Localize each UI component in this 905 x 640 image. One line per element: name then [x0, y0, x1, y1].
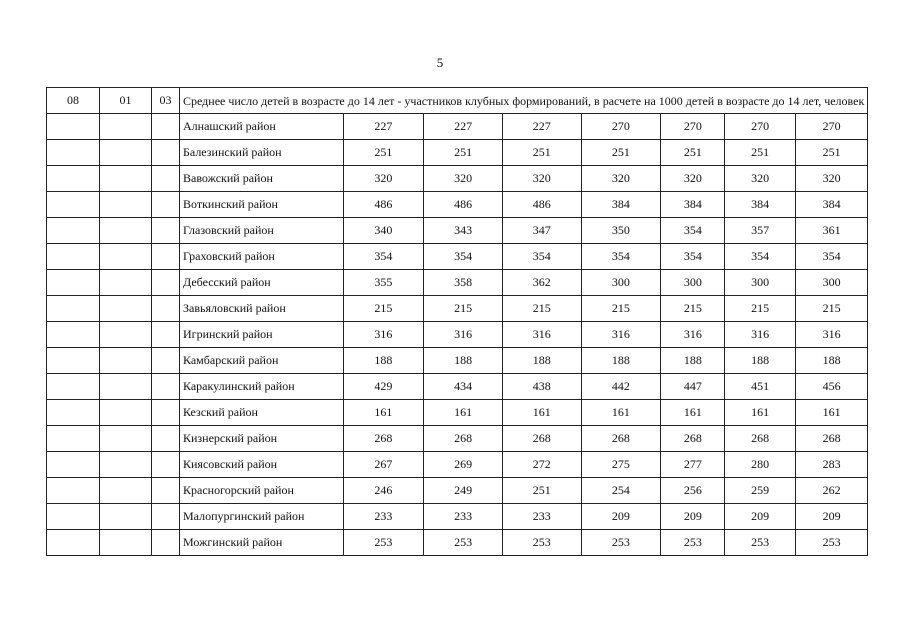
value-cell: 262 [795, 478, 868, 504]
value-cell: 161 [502, 400, 581, 426]
empty-code-cell [152, 530, 180, 556]
district-name: Алнашский район [180, 114, 344, 140]
empty-code-cell [152, 244, 180, 270]
district-name: Глазовский район [180, 218, 344, 244]
table-row [47, 296, 868, 322]
empty-code-cell [152, 192, 180, 218]
empty-code-cell [100, 452, 152, 478]
value-cell: 215 [424, 296, 503, 322]
empty-code-cell [100, 400, 152, 426]
value-cell: 227 [343, 114, 424, 140]
table-row [47, 348, 868, 374]
empty-code-cell [100, 322, 152, 348]
value-cell: 442 [581, 374, 661, 400]
value-cell: 354 [343, 244, 424, 270]
empty-code-cell [152, 296, 180, 322]
value-cell: 354 [581, 244, 661, 270]
value-cell: 357 [725, 218, 795, 244]
table-row [47, 166, 868, 192]
value-cell: 343 [424, 218, 503, 244]
value-cell: 486 [343, 192, 424, 218]
empty-code-cell [47, 114, 100, 140]
value-cell: 300 [795, 270, 868, 296]
value-cell: 316 [424, 322, 503, 348]
empty-code-cell [47, 348, 100, 374]
empty-code-cell [47, 192, 100, 218]
value-cell: 161 [661, 400, 725, 426]
empty-code-cell [152, 348, 180, 374]
value-cell: 270 [795, 114, 868, 140]
value-cell: 451 [725, 374, 795, 400]
district-name: Игринский район [180, 322, 344, 348]
table-row [47, 270, 868, 296]
empty-code-cell [100, 270, 152, 296]
value-cell: 251 [725, 140, 795, 166]
district-name: Вавожский район [180, 166, 344, 192]
value-cell: 354 [661, 244, 725, 270]
district-name: Каракулинский район [180, 374, 344, 400]
table-row [47, 426, 868, 452]
value-cell: 283 [795, 452, 868, 478]
table-row [47, 530, 868, 556]
value-cell: 227 [502, 114, 581, 140]
empty-code-cell [100, 426, 152, 452]
empty-code-cell [100, 530, 152, 556]
value-cell: 350 [581, 218, 661, 244]
value-cell: 320 [581, 166, 661, 192]
value-cell: 354 [661, 218, 725, 244]
district-name: Малопургинский район [180, 504, 344, 530]
empty-code-cell [47, 140, 100, 166]
empty-code-cell [152, 504, 180, 530]
value-cell: 300 [661, 270, 725, 296]
value-cell: 447 [661, 374, 725, 400]
value-cell: 354 [502, 244, 581, 270]
empty-code-cell [47, 270, 100, 296]
indicator-table [46, 87, 868, 556]
district-name: Киясовский район [180, 452, 344, 478]
value-cell: 384 [661, 192, 725, 218]
value-cell: 320 [502, 166, 581, 192]
table-row [47, 452, 868, 478]
header-row [47, 88, 868, 114]
value-cell: 355 [343, 270, 424, 296]
value-cell: 251 [502, 140, 581, 166]
district-name: Кезский район [180, 400, 344, 426]
value-cell: 161 [725, 400, 795, 426]
value-cell: 354 [424, 244, 503, 270]
value-cell: 429 [343, 374, 424, 400]
value-cell: 316 [343, 322, 424, 348]
value-cell: 267 [343, 452, 424, 478]
table-row [47, 374, 868, 400]
empty-code-cell [100, 114, 152, 140]
table-row [47, 322, 868, 348]
page-number: 5 [436, 55, 444, 70]
empty-code-cell [100, 374, 152, 400]
value-cell: 188 [661, 348, 725, 374]
empty-code-cell [47, 218, 100, 244]
empty-code-cell [100, 296, 152, 322]
empty-code-cell [47, 244, 100, 270]
table-row [47, 244, 868, 270]
district-name: Красногорский район [180, 478, 344, 504]
empty-code-cell [47, 296, 100, 322]
value-cell: 268 [581, 426, 661, 452]
empty-code-cell [152, 270, 180, 296]
value-cell: 188 [424, 348, 503, 374]
value-cell: 215 [343, 296, 424, 322]
value-cell: 233 [424, 504, 503, 530]
empty-code-cell [100, 192, 152, 218]
district-name: Камбарский район [180, 348, 344, 374]
empty-code-cell [100, 504, 152, 530]
empty-code-cell [100, 348, 152, 374]
value-cell: 316 [725, 322, 795, 348]
value-cell: 161 [424, 400, 503, 426]
value-cell: 361 [795, 218, 868, 244]
district-name: Балезинский район [180, 140, 344, 166]
value-cell: 188 [795, 348, 868, 374]
value-cell: 384 [795, 192, 868, 218]
value-cell: 456 [795, 374, 868, 400]
value-cell: 249 [424, 478, 503, 504]
value-cell: 300 [725, 270, 795, 296]
value-cell: 270 [661, 114, 725, 140]
table-row [47, 114, 868, 140]
district-name: Дебесский район [180, 270, 344, 296]
empty-code-cell [47, 166, 100, 192]
value-cell: 161 [795, 400, 868, 426]
table-row [47, 478, 868, 504]
empty-code-cell [47, 452, 100, 478]
empty-code-cell [152, 218, 180, 244]
value-cell: 253 [795, 530, 868, 556]
value-cell: 268 [725, 426, 795, 452]
subsection-code: 01 [100, 88, 152, 114]
value-cell: 434 [424, 374, 503, 400]
value-cell: 215 [581, 296, 661, 322]
district-name: Можгинский район [180, 530, 344, 556]
empty-code-cell [152, 140, 180, 166]
value-cell: 215 [502, 296, 581, 322]
empty-code-cell [100, 140, 152, 166]
value-cell: 215 [725, 296, 795, 322]
value-cell: 259 [725, 478, 795, 504]
empty-code-cell [47, 322, 100, 348]
district-name: Граховский район [180, 244, 344, 270]
value-cell: 233 [343, 504, 424, 530]
empty-code-cell [152, 452, 180, 478]
value-cell: 347 [502, 218, 581, 244]
value-cell: 268 [424, 426, 503, 452]
value-cell: 188 [502, 348, 581, 374]
value-cell: 256 [661, 478, 725, 504]
section-code: 08 [47, 88, 100, 114]
value-cell: 280 [725, 452, 795, 478]
value-cell: 188 [725, 348, 795, 374]
district-name: Кизнерский район [180, 426, 344, 452]
empty-code-cell [152, 374, 180, 400]
value-cell: 270 [581, 114, 661, 140]
value-cell: 316 [581, 322, 661, 348]
value-cell: 253 [424, 530, 503, 556]
value-cell: 209 [725, 504, 795, 530]
empty-code-cell [47, 426, 100, 452]
table-row [47, 400, 868, 426]
value-cell: 251 [795, 140, 868, 166]
item-code: 03 [152, 88, 180, 114]
value-cell: 320 [424, 166, 503, 192]
empty-code-cell [152, 322, 180, 348]
value-cell: 438 [502, 374, 581, 400]
value-cell: 246 [343, 478, 424, 504]
value-cell: 320 [725, 166, 795, 192]
value-cell: 320 [343, 166, 424, 192]
value-cell: 362 [502, 270, 581, 296]
empty-code-cell [100, 244, 152, 270]
district-name: Воткинский район [180, 192, 344, 218]
empty-code-cell [47, 504, 100, 530]
value-cell: 272 [502, 452, 581, 478]
empty-code-cell [100, 478, 152, 504]
value-cell: 253 [661, 530, 725, 556]
value-cell: 300 [581, 270, 661, 296]
empty-code-cell [100, 218, 152, 244]
value-cell: 269 [424, 452, 503, 478]
value-cell: 251 [502, 478, 581, 504]
value-cell: 384 [725, 192, 795, 218]
empty-code-cell [47, 374, 100, 400]
value-cell: 253 [343, 530, 424, 556]
value-cell: 384 [581, 192, 661, 218]
value-cell: 188 [343, 348, 424, 374]
value-cell: 268 [502, 426, 581, 452]
empty-code-cell [47, 478, 100, 504]
value-cell: 253 [581, 530, 661, 556]
value-cell: 486 [424, 192, 503, 218]
value-cell: 316 [661, 322, 725, 348]
value-cell: 215 [661, 296, 725, 322]
value-cell: 316 [795, 322, 868, 348]
value-cell: 486 [502, 192, 581, 218]
value-cell: 233 [502, 504, 581, 530]
value-cell: 277 [661, 452, 725, 478]
table-body [47, 88, 868, 556]
value-cell: 316 [502, 322, 581, 348]
value-cell: 270 [725, 114, 795, 140]
value-cell: 275 [581, 452, 661, 478]
value-cell: 320 [795, 166, 868, 192]
value-cell: 209 [661, 504, 725, 530]
empty-code-cell [47, 400, 100, 426]
table-row [47, 140, 868, 166]
indicator-title: Среднее число детей в возрасте до 14 лет - участников клубных формирований, в расчете на 1000 детей в возрасте до 14 лет, человек [180, 88, 868, 114]
empty-code-cell [100, 166, 152, 192]
value-cell: 253 [725, 530, 795, 556]
table-row [47, 504, 868, 530]
table-row [47, 218, 868, 244]
value-cell: 268 [795, 426, 868, 452]
empty-code-cell [152, 426, 180, 452]
value-cell: 340 [343, 218, 424, 244]
empty-code-cell [152, 400, 180, 426]
value-cell: 254 [581, 478, 661, 504]
value-cell: 253 [502, 530, 581, 556]
value-cell: 209 [795, 504, 868, 530]
value-cell: 188 [581, 348, 661, 374]
value-cell: 161 [581, 400, 661, 426]
value-cell: 251 [581, 140, 661, 166]
value-cell: 320 [661, 166, 725, 192]
value-cell: 227 [424, 114, 503, 140]
value-cell: 209 [581, 504, 661, 530]
district-name: Завьяловский район [180, 296, 344, 322]
value-cell: 354 [725, 244, 795, 270]
empty-code-cell [47, 530, 100, 556]
empty-code-cell [152, 114, 180, 140]
value-cell: 354 [795, 244, 868, 270]
value-cell: 161 [343, 400, 424, 426]
value-cell: 251 [343, 140, 424, 166]
empty-code-cell [152, 166, 180, 192]
value-cell: 358 [424, 270, 503, 296]
empty-code-cell [152, 478, 180, 504]
value-cell: 268 [661, 426, 725, 452]
value-cell: 215 [795, 296, 868, 322]
value-cell: 251 [424, 140, 503, 166]
table-row [47, 192, 868, 218]
value-cell: 251 [661, 140, 725, 166]
value-cell: 268 [343, 426, 424, 452]
